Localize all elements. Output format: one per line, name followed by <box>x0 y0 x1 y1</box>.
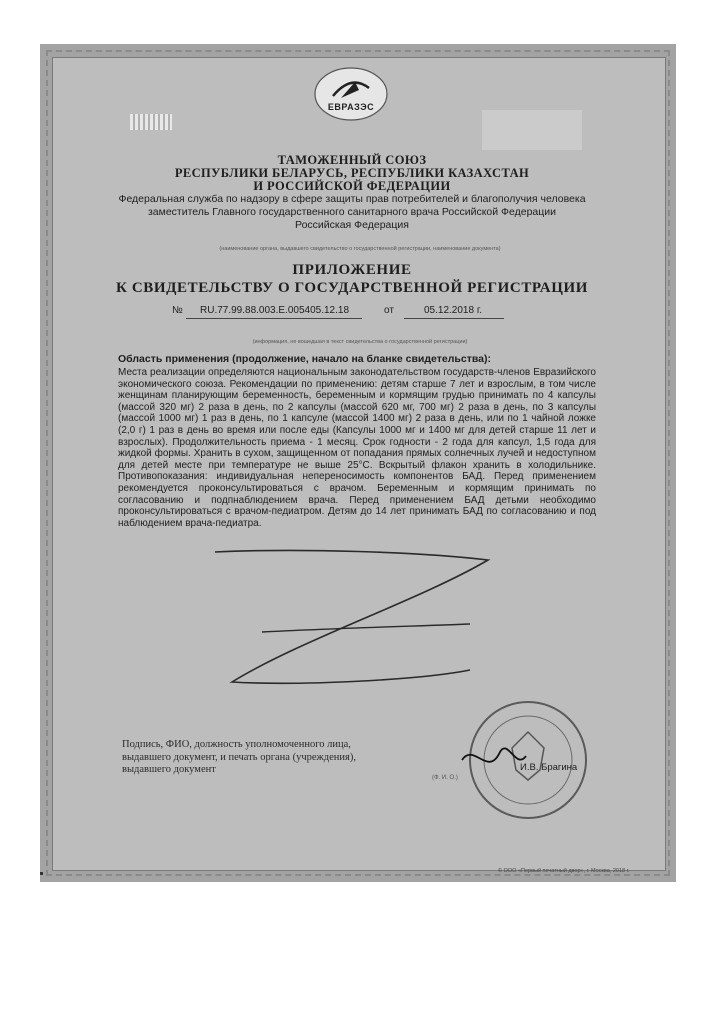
reg-date: 05.12.2018 г. <box>424 305 483 316</box>
header-small-caption: (наименование органа, выдавшего свидетельство о государственной регистрации, наименование документа) <box>219 246 501 252</box>
signatory-name: И.В. Брагина <box>520 762 578 773</box>
header-official: заместитель Главного государственного санитарного врача Российской Федерации <box>147 206 557 218</box>
header-countries-1: РЕСПУБЛИКИ БЕЛАРУСЬ, РЕСПУБЛИКИ КАЗАХСТАН <box>174 166 530 180</box>
header-countries-2: И РОССИЙСКОЙ ФЕДЕРАЦИИ <box>253 179 451 193</box>
application-area-body: Места реализации определяются национальным законодательством государств-членов Евразийского экономического союза. Рекомендации по применению: детям старше 7 лет и взрослым, в том числе женщинам планирующим беременность, беременным и кормящим грудью принимать по 4 капсулы (массой 320 мг) 2 раза в день, по 2 капсулы (массой 620 мг, 700 мг) 2 раза в день, по 3 капсулы (массой 1000 мг) 1 раз в день, по 1 капсуле (массой 1400 мг) 2 раза в день, или по 1 чайной ложке (2,0 г) 1 раз в день во время или после еды (Капсулы 1000 мг и 1400 мг для детей старше 11 лет и взрослых). Продолжительность приема - 1 месяц. Срок годности - 2 года для капсул, 1,5 года для жидкой формы. Хранить в сухом, защищенном от попадания прямых солнечных лучей и недоступном для детей месте при температуре не выше 25°С. Вскрытый флакон хранить в холодильнике. Противопоказания: индивидуальная непереносимость компонентов БАД. Перед применением рекомендуется проконсультироваться с врачом. Беременным и кормящим принимать по согласованию и подпнаблюдением врача. Перед применением БАД детьми необходимо проконсультироваться с врачом-педиатром. Детям до 14 лет принимать БАД по согласованию и под наблюдением врача-педиатра. <box>118 367 596 529</box>
scan-dot <box>40 872 43 875</box>
emblem-label: ЕВРАЗЭС <box>327 102 375 112</box>
reg-small-caption: (информация, не вошедшая в текст свидетельства о государственной регистрации) <box>252 339 468 345</box>
fio-caption: (Ф. И. О.) <box>432 775 458 781</box>
title-line-1: ПРИЛОЖЕНИЕ <box>292 262 412 278</box>
application-area-title: Область применения (продолжение, начало на бланке свидетельства): <box>118 353 491 365</box>
header-country: Российская Федерация <box>295 219 409 231</box>
header-agency: Федеральная служба по надзору в сфере защиты прав потребителей и благополучия человека <box>118 193 586 205</box>
printer-footer: © ООО «Первый печатный двор», г. Москва, 2018 г. <box>498 868 630 874</box>
reg-number-label: № <box>172 305 183 316</box>
header-union: ТАМОЖЕННЫЙ СОЮЗ <box>277 153 427 167</box>
reg-number: RU.77.99.88.003.Е.005405.12.18 <box>200 305 350 316</box>
signature-label: Подпись, ФИО, должность уполномоченного лица, выдавшего документ, и печать органа (учреждения), выдавшего документ <box>122 739 356 775</box>
title-line-2: К СВИДЕТЕЛЬСТВУ О ГОСУДАРСТВЕННОЙ РЕГИСТРАЦИИ <box>116 280 588 296</box>
reg-date-label: от <box>384 305 394 316</box>
